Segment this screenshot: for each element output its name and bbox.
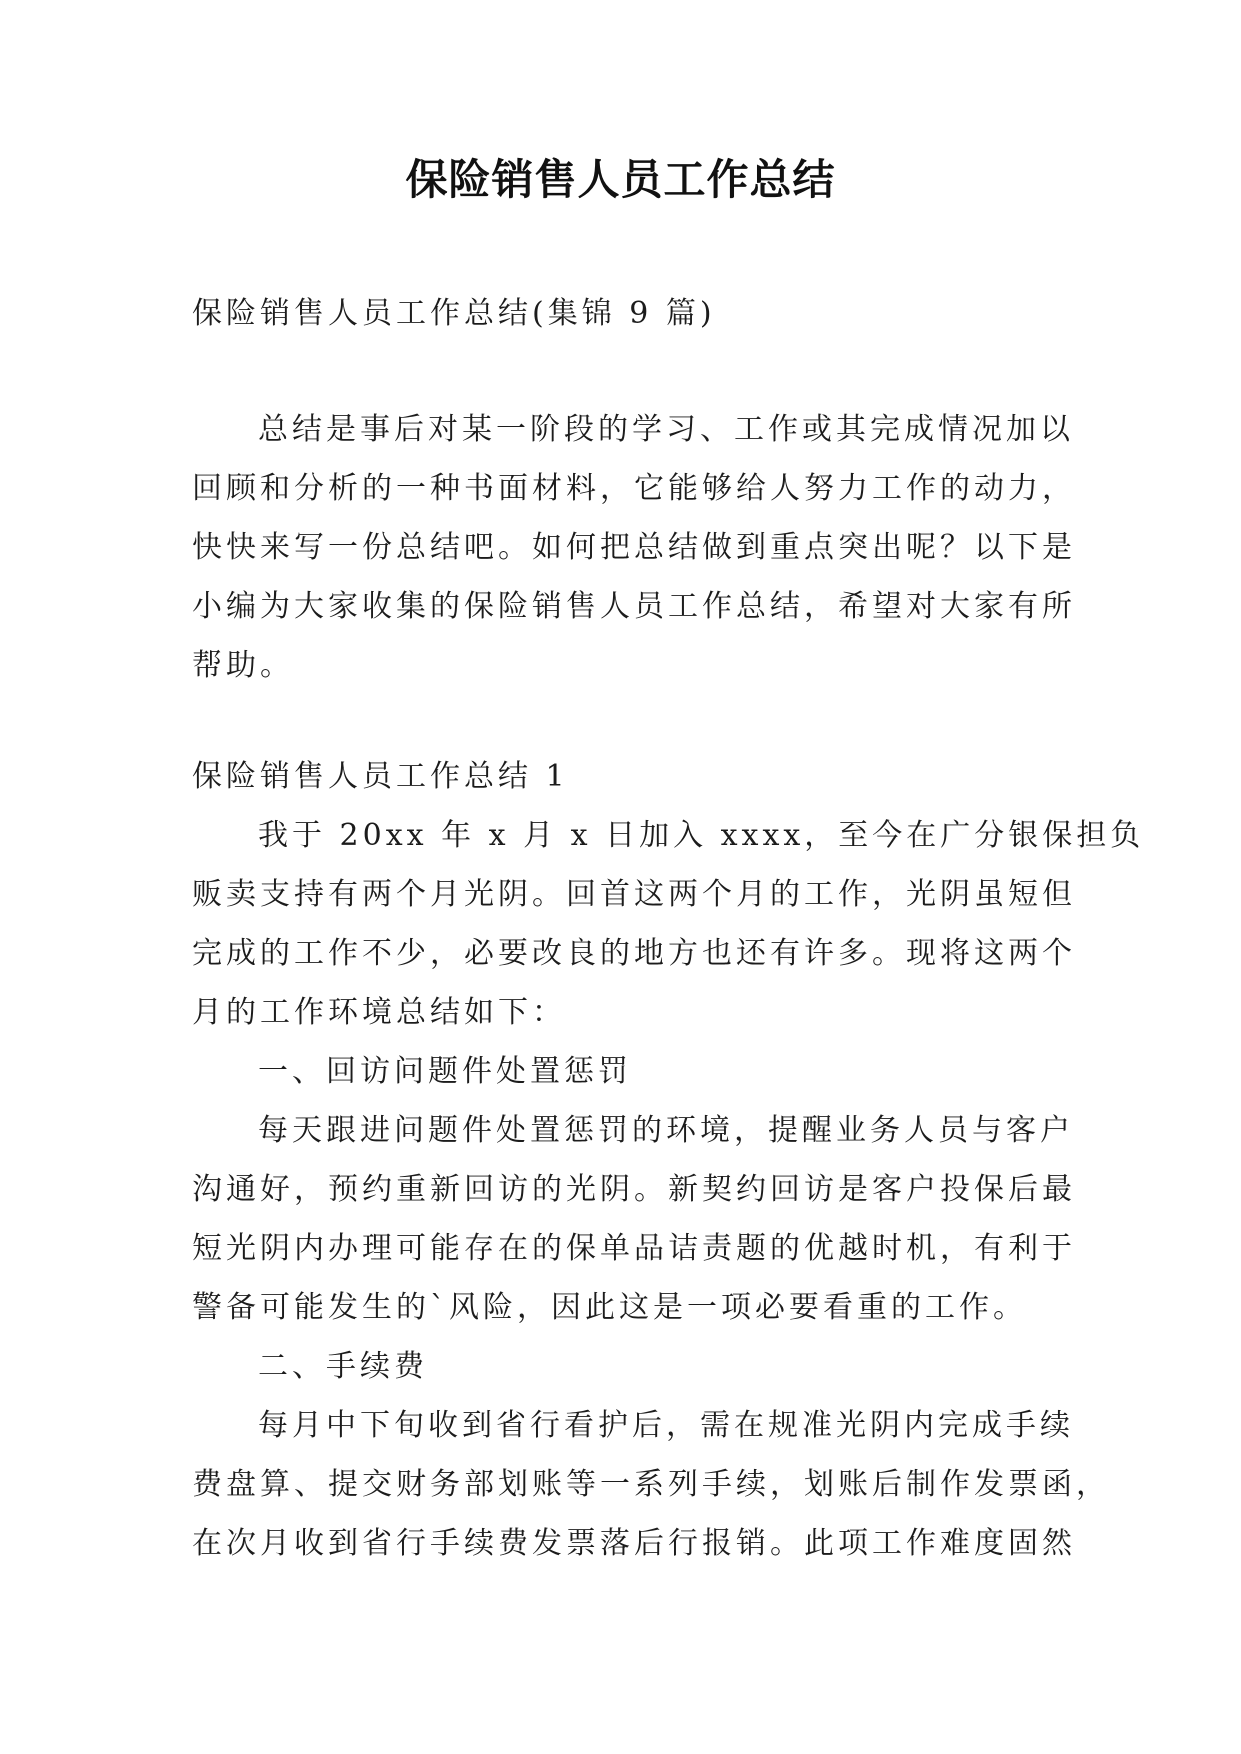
section-heading: 保险销售人员工作总结 1 bbox=[192, 759, 569, 794]
body-line: 贩卖支持有两个月光阴。回首这两个月的工作，光阴虽短但 bbox=[192, 877, 1076, 912]
body-line: 在次月收到省行手续费发票落后行报销。此项工作难度固然 bbox=[192, 1526, 1076, 1561]
intro-line: 帮助。 bbox=[192, 648, 294, 683]
intro-line: 回顾和分析的一种书面材料，它能够给人努力工作的动力， bbox=[192, 471, 1076, 506]
document-subtitle: 保险销售人员工作总结(集锦 9 篇) bbox=[192, 296, 716, 331]
body-line: 费盘算、提交财务部划账等一系列手续，划账后制作发票函， bbox=[192, 1467, 1110, 1502]
body-line: 短光阴内办理可能存在的保单品诘责题的优越时机，有利于 bbox=[192, 1231, 1076, 1266]
body-line: 每天跟进问题件处置惩罚的环境，提醒业务人员与客户 bbox=[258, 1113, 1074, 1148]
document-title: 保险销售人员工作总结 bbox=[405, 155, 836, 204]
subsection-heading: 二、手续费 bbox=[258, 1349, 428, 1384]
body-line: 警备可能发生的`风险，因此这是一项必要看重的工作。 bbox=[192, 1290, 1027, 1325]
body-line: 月的工作环境总结如下： bbox=[192, 995, 566, 1030]
body-line: 每月中下旬收到省行看护后，需在规准光阴内完成手续 bbox=[258, 1408, 1074, 1443]
subsection-heading: 一、回访问题件处置惩罚 bbox=[258, 1054, 632, 1089]
body-line: 完成的工作不少，必要改良的地方也还有许多。现将这两个 bbox=[192, 936, 1076, 971]
intro-line: 小编为大家收集的保险销售人员工作总结，希望对大家有所 bbox=[192, 589, 1076, 624]
intro-line: 总结是事后对某一阶段的学习、工作或其完成情况加以 bbox=[258, 412, 1074, 447]
intro-line: 快快来写一份总结吧。如何把总结做到重点突出呢？以下是 bbox=[192, 530, 1076, 565]
body-line: 沟通好，预约重新回访的光阴。新契约回访是客户投保后最 bbox=[192, 1172, 1076, 1207]
body-line: 我于 20xx 年 x 月 x 日加入 xxxx，至今在广分银保担负 bbox=[258, 818, 1145, 853]
